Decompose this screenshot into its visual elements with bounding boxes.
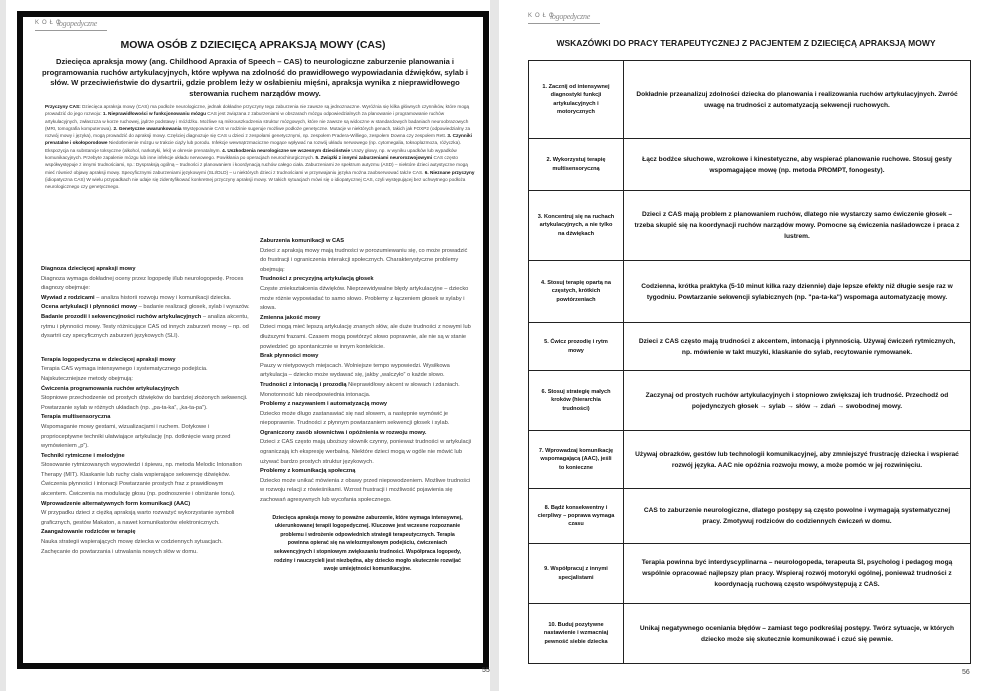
left-column bbox=[41, 265, 251, 571]
tip-row bbox=[529, 139, 971, 191]
tip-description: Używaj obrazków, gestów lub technologii komunikacyjnej, aby zmniejszyć frustrację dziecka i wspierać rozwój języka. AAC nie opóźnia rozwoju mowy, a może pomóc w jej rozwinięciu. bbox=[624, 431, 971, 489]
item-label: Zmienna jakość mowy bbox=[260, 314, 321, 321]
document-page-right bbox=[499, 0, 993, 691]
item-text: Dziecko może unikać mówienia z obawy przed niepowodzeniem. Możliwe trudności w rozwoju relacji z rówieśnikami. Wzrost frustracji i możliwość pojawienia się zachowań agresywnych lub wycofania społecznego. bbox=[260, 477, 471, 504]
section-heading: Terapia logopedyczna w dziecięcej apraksji mowy bbox=[41, 356, 176, 363]
document-page-left bbox=[6, 0, 490, 691]
kolo-logopedyczne-logo bbox=[528, 13, 608, 27]
tip-title: 8. Bądź konsekwentny i cierpliwy – poprawa wymaga czasu bbox=[529, 489, 624, 544]
tip-description: Dzieci z CAS mają problem z planowaniem ruchów, dlatego nie wystarczy samo ćwiczenie głosek – trzeba skupić się na koordynacji ruchów narządów mowy. Pomocne są ćwiczenia naśladowcze i praca z lustrem. bbox=[624, 191, 971, 261]
causes-intro: Dziecięca apraksja mowy (CAS) ma podłoże neurologiczne, jednak dokładne przyczyny tego zaburzenia nie zawsze są jednoznaczne. Wyróżnia się kilka głównych czynników, które mogą prowadzić do jego rozwoju: bbox=[45, 104, 470, 117]
cause-text: CAS jest związana z zaburzeniami w obszarach mózgu odpowiedzialnych za planowanie i programowanie ruchów artykulacyjnych, zwłaszcza w korze ruchowej, jądrze podstawy i móżdżku. Możliwe są mikrouszkodzenia struktur mózgowych, które nie zawsze są widoczne w standardowych badaniach neuroobrazowych (MRI, tomografia komputerowa). bbox=[45, 111, 469, 131]
tip-row bbox=[529, 544, 971, 604]
page-title: WSKAZÓWKI DO PRACY TERAPEUTYCZNEJ Z PACJENTEM Z DZIECIĘCĄ APRAKSJĄ MOWY bbox=[556, 38, 936, 48]
cause-text: CAS często współwystępuje z innymi trudnościami, np.: Dyspraksją ogólną – trudności z planowaniem i koordynacją ruchów całego ciała. Zaburzeniami ze spektrum autyzmu (ASD) – niektóre dzieci autystyczne mogą mieć również objawy apraksji mowy. Specyficznymi zaburzeniami językowymi (SLI/DLD) – u niektórych dzieci z trudnościami w przyswajaniu języka można zaobserwować także CAS. bbox=[45, 155, 468, 175]
item-text: W przypadku dzieci z ciężką apraksją warto rozważyć wykorzystanie symboli graficznych, gestów Makaton, a nawet komunikatorów elektronicznych. bbox=[41, 510, 235, 526]
page-number: 55 bbox=[482, 667, 490, 674]
item-label: Problemy z komunikacją społeczną bbox=[260, 468, 356, 475]
tip-title: 5. Ćwicz prozodię i rytm mowy bbox=[529, 323, 624, 371]
item-text: – badanie realizacji głosek, sylab i wyrazów. bbox=[137, 304, 250, 311]
cause-label: 2. Genetyczne uwarunkowania bbox=[113, 125, 182, 131]
item-label: Ćwiczenia programowania ruchów artykulacyjnych bbox=[41, 385, 179, 392]
intro-paragraph: Dziecięca apraksja mowy (ang. Childhood Apraxia of Speech – CAS) to neurologiczne zaburzenie planowania i programowania ruchów artykulacyjnych, które wpływa na zdolność do prawidłowego wypowiadania dźwięków, sylab i słów. W przeciwieństwie do dysartrii, gdzie problem leży w osłabieniu mięśni, apraksja wynika z nieprawidłowego sterowania ruchem narządów mowy. bbox=[42, 57, 468, 98]
item-text: Pauzy w nietypowych miejscach. Wolniejsze tempo wypowiedzi. Wysiłkowa artykulacja – dziecko może wydawać się, jakby „walczyło” o każde słowo. bbox=[260, 362, 450, 379]
item-label: Wywiad z rodzicami bbox=[41, 294, 95, 301]
item-text: Stopniowe przechodzenie od prostych dźwięków do bardziej złożonych sekwencji. Powtarzanie sylab w różnych układach (np. „pa-ta-ka”, „ka-ta-pa”). bbox=[41, 395, 248, 411]
logo-script: logopedyczne bbox=[57, 19, 97, 28]
tip-row bbox=[529, 371, 971, 431]
item-label: Zaangażowanie rodziców w terapię bbox=[41, 529, 136, 536]
item-label: Trudności z precyzyjną artykulacją głosek bbox=[260, 276, 374, 283]
cause-label: 4. Uszkodzenia neurologiczne we wczesnym dzieciństwie bbox=[222, 147, 351, 153]
logo-underline bbox=[35, 30, 107, 31]
tip-title: 1. Zacznij od intensywnej diagnostyki funkcji artykulacyjnych i motorycznych bbox=[529, 61, 624, 139]
section-heading: Zaburzenia komunikacji w CAS bbox=[260, 238, 345, 244]
item-text: Stosowanie rytmizowanych wypowiedzi i śpiewu, np. metoda Melodic Intonation Therapy (MIT). Klaskanie lub ruchy ciała wspierające sekwencję dźwięków. Ćwiczenia płynności i intonacji Powtarzanie prostych fraz z prawidłowym akcentem. Ćwiczenia na modulację głosu (np. podnoszenie i obniżanie tonu). bbox=[41, 462, 242, 498]
logo-script: logopedyczne bbox=[550, 12, 590, 21]
item-text: Wspomaganie mowy gestami, wizualizacjami i ruchem. Dotykowe i proprioceptywne techniki ułatwiające artykulację (np. dotknięcie warg przed wymówieniem „p”). bbox=[41, 423, 231, 450]
cause-text: Występowanie CAS w rodzinie sugeruje możliwe podłoże genetyczne. Mutacje w niektórych genach, takich jak FOXP2 (odpowiedzialny za rozwój mowy i języka), mogą prowadzić do apraksji mowy. Częściej diagnozuje się CAS u dzieci z zespołami genetycznymi, np. zespołem Pradera-Williego, zespołem Downa czy zespołem Rett. bbox=[45, 125, 471, 139]
tip-title: 7. Wprowadzaj komunikację wspomagającą (AAC), jeśli to konieczne bbox=[529, 431, 624, 489]
item-label: Terapia multisensoryczna bbox=[41, 414, 111, 421]
tip-description: Zaczynaj od prostych ruchów artykulacyjnych i stopniowo zwiększaj ich trudność. Przechodź od pojedynczych głosek → sylab → słów → zdań → swobodnej mowy. bbox=[624, 371, 971, 431]
tip-description: Codzienna, krótka praktyka (5-10 minut kilka razy dziennie) daje lepsze efekty niż długie sesje raz w tygodniu. Powtarzanie sekwencji sylabicznych (np. "pa-ta-ka") wspomaga automatyzację mowy. bbox=[624, 261, 971, 323]
tip-title: 9. Współpracuj z innymi specjalistami bbox=[529, 544, 624, 604]
page-frame bbox=[17, 11, 490, 674]
tip-row bbox=[529, 261, 971, 323]
cause-text: Niedotlenienie mózgu w trakcie ciąży lub porodu. Infekcje wewnątrzmaciczne mogące wpływać na rozwój układu nerwowego (np. cytomegalia, toksoplazmoza, różyczka). Ekspozycja na substancje toksyczne (alkohol, narkotyki, leki) w okresie prenatalnym. bbox=[45, 140, 462, 153]
item-label: Wprowadzenie alternatywnych form komunikacji (AAC) bbox=[41, 500, 191, 507]
therapy-tips-table bbox=[528, 60, 971, 664]
tip-title: 2. Wykorzystuj terapię multisensoryczną bbox=[529, 139, 624, 191]
item-text: Dzieci mogą mieć lepszą artykulację znanych słów, ale duże trudności z nowymi lub dłuższymi frazami. Czasem mogą powtórzyć słowo poprawnie, ale nie są w stanie powiedzieć go spontanicznie w innym kontekście. bbox=[260, 324, 471, 350]
tip-title: 6. Stosuj strategię małych kroków (hierarchia trudności) bbox=[529, 371, 624, 431]
section-heading: Diagnoza dziecięcej apraksji mowy bbox=[41, 266, 136, 272]
tip-row bbox=[529, 431, 971, 489]
section-intro: Terapia CAS wymaga intensywnego i systematycznego podejścia. bbox=[41, 366, 208, 373]
therapy-section bbox=[41, 356, 251, 557]
item-text: Dzieci z CAS często mają uboższy słownik czynny, ponieważ trudności w artykulacji ograniczają ich ekspresję werbalną. Niektóre dzieci mogą w ogóle nie mówić lub używać bardzo prostych struktur językowych. bbox=[260, 439, 472, 465]
diagnosis-item bbox=[41, 313, 251, 342]
cause-label: 5. Związki z innymi zaburzeniami neurorozwojowymi bbox=[315, 155, 433, 161]
item-label: Problemy z nazywaniem i automatyzacją mowy bbox=[260, 401, 388, 408]
tip-description: Terapia powinna być interdyscyplinarna – neurologopeda, terapeuta SI, psycholog i pedagog mogą wspólnie opracować najlepszy plan pracy. Wspieraj rozwój motoryki ogólnej, ponieważ trudności z koordynacją ruchową często współwystępują z CAS. bbox=[624, 544, 971, 604]
cause-label: 3. Czynniki prenatalne i okołoporodowe bbox=[45, 133, 472, 146]
tip-description: CAS to zaburzenie neurologiczne, dlatego postępy są często powolne i wymagają systematycznej pracy. Zmotywuj rodziców do codziennych ćwiczeń w domu. bbox=[624, 489, 971, 544]
logo-underline bbox=[528, 23, 600, 24]
diagnosis-section bbox=[41, 265, 251, 342]
item-label: Brak płynności mowy bbox=[260, 353, 319, 360]
tip-row bbox=[529, 323, 971, 371]
tip-description: Dzieci z CAS często mają trudności z akcentem, intonacją i płynnością. Używaj ćwiczeń rytmicznych, np. mówienie w takt muzyki, klaskanie do sylab, recytowanie rymowanek. bbox=[624, 323, 971, 371]
cause-label: 6. Nieznane przyczyny bbox=[424, 169, 475, 175]
item-label: Ograniczony zasób słownictwa i opóźnienia w rozwoju mowy. bbox=[260, 429, 427, 436]
cause-text: (idiopatyczna CAS) W wielu przypadkach nie udaje się zidentyfikować konkretnej przyczyny apraksji mowy. W takich sytuacjach mówi się o idiopatycznej CAS, czyli występującej bez uchwytnego podłoża neurologicznego czy genetycznego. bbox=[45, 176, 466, 190]
item-text: Nauka strategii wspierających mowę dziecka w codziennych sytuacjach. Zachęcanie do powtarzania i utrwalania nowych słów w domu. bbox=[41, 539, 223, 555]
section-intro: Najskuteczniejsze metody obejmują: bbox=[41, 375, 133, 382]
logo-wordmark: KOŁO bbox=[528, 13, 557, 19]
tip-description: Łącz bodźce słuchowe, wzrokowe i kinestetyczne, aby wspierać planowanie ruchowe. Stosuj gesty wspomagające mowę (np. metoda PROMPT, fonogesty). bbox=[624, 139, 971, 191]
tip-row bbox=[529, 489, 971, 544]
logo-wordmark: KOŁO bbox=[35, 20, 64, 26]
item-text: – analiza akcentu, rytmu i płynności mowy. Testy różnicujące CAS od innych zaburzeń mowy – np. od dysartrii czy specyficznych zaburzeń językowych (SLI). bbox=[41, 313, 249, 340]
diagnosis-item bbox=[41, 294, 251, 304]
summary-paragraph: Dziecięca apraksja mowy to poważne zaburzenie, które wymaga intensywnej, ukierunkowanej terapii logopedycznej. Kluczowe jest wczesne rozpoznanie problemu i wdrożenie odpowiednich strategii terapeutycznych. Terapia powinna opierać się na wielozmysłowym podejściu, ćwiczeniach sekwencyjnych i stopniowym zwiększaniu trudności. Współpraca logopedy, rodziny i nauczycieli jest niezbędna, aby dziecko mogło skutecznie rozwijać swoje umiejętności komunikacyjne. bbox=[272, 514, 463, 573]
tip-row bbox=[529, 191, 971, 261]
item-text: Częste zniekształcenia dźwięków. Nieprzewidywalne błędy artykulacyjne – dziecko może różnie wypowiadać to samo słowo. Problemy z łączeniem głosek w sylaby i słowa. bbox=[260, 285, 469, 312]
section-intro: Diagnoza wymaga dokładnej oceny przez logopedę i/lub neurologopedę. Proces diagnozy obejmuje: bbox=[41, 275, 244, 292]
item-label: Trudności z intonacją i prozodią bbox=[260, 381, 347, 388]
page-title: MOWA OSÓB Z DZIECIĘCĄ APRAKSJĄ MOWY (CAS) bbox=[120, 39, 386, 51]
item-label: Badanie prozodii i sekwencyjności ruchów artykulacyjnych bbox=[41, 313, 202, 320]
page-number: 56 bbox=[962, 669, 970, 676]
causes-label: Przyczyny CAS: bbox=[45, 104, 81, 109]
tip-title: 10. Buduj pozytywne nastawienie i wzmacniaj pewność siebie dziecka bbox=[529, 604, 624, 664]
item-text: Dziecko może długo zastanawiać się nad słowem, a następnie wymówić je niepoprawnie. Trudności z płynnym powtarzaniem sekwencji głosek i sylab. bbox=[260, 410, 450, 427]
cause-text: Urazy głowy, np. w wyniku upadków lub wypadków komunikacyjnych. Przebyte zapalenie mózgu lub inne infekcje układu nerwowego. Powikłania po operacjach neurochirurgicznych. bbox=[45, 147, 457, 161]
cause-label: 1. Nieprawidłowości w funkcjonowaniu mózgu bbox=[102, 111, 206, 117]
item-text: – analiza historii rozwoju mowy i komunikacji dziecka. bbox=[94, 294, 232, 301]
section-intro: Dzieci z apraksją mowy mają trudności w porozumiewaniu się, co może prowadzić do frustracji i ograniczenia interakcji społecznych. Charakterystyczne problemy obejmują: bbox=[260, 247, 468, 273]
tip-description: Dokładnie przeanalizuj zdolności dziecka do planowania i realizowania ruchów artykulacyjnych. Zwróć uwagę na trudności z automatyzacją sekwencji ruchowych. bbox=[624, 61, 971, 139]
right-column bbox=[260, 237, 475, 574]
kolo-logopedyczne-logo bbox=[35, 20, 115, 34]
causes-paragraph bbox=[45, 103, 475, 191]
item-text: Nieprawidłowy akcent w słowach i zdaniach. Monotonność lub nieodpowiednia intonacja. bbox=[260, 381, 460, 398]
item-label: Techniki rytmiczne i melodyjne bbox=[41, 452, 125, 459]
tip-description: Unikaj negatywnego oceniania błędów – zamiast tego podkreślaj postępy. Twórz sytuacje, w których dziecko może się skutecznie komunikować i czuć się pewnie. bbox=[624, 604, 971, 664]
tip-title: 4. Stosuj terapię opartą na częstych, krótkich powtórzeniach bbox=[529, 261, 624, 323]
tip-row bbox=[529, 604, 971, 664]
diagnosis-item bbox=[41, 303, 251, 313]
tip-title: 3. Koncentruj się na ruchach artykulacyjnych, a nie tylko na dźwiękach bbox=[529, 191, 624, 261]
tip-row bbox=[529, 61, 971, 139]
item-label: Ocena artykulacji i płynności mowy bbox=[41, 304, 138, 311]
communication-item bbox=[260, 381, 475, 400]
